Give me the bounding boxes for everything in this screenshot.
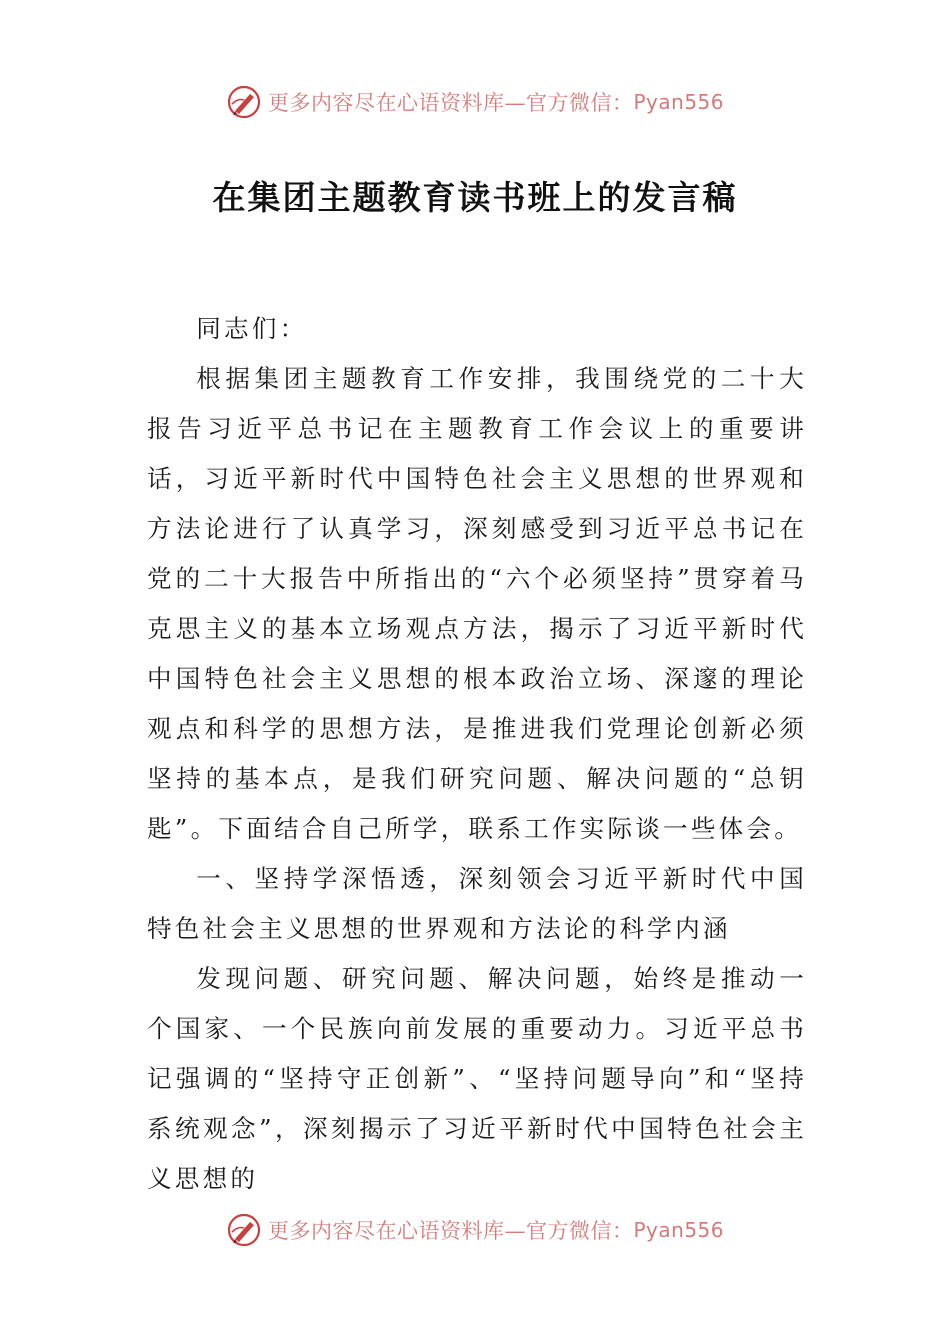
body-paragraph: 发现问题、研究问题、解决问题，始终是推动一个国家、一个民族向前发展的重要动力。习近平总书记强调的“坚持守正创新”、“坚持问题导向”和“坚持系统观念”，深刻揭示了习近平新时代中国特色社会主义思想的 [147,964,807,1193]
body-paragraph: 根据集团主题教育工作安排，我围绕党的二十大报告习近平总书记在主题教育工作会议上的重要讲话，习近平新时代中国特色社会主义思想的世界观和方法论进行了认真学习，深刻感受到习近平总书记在党的二十大报告中所指出的“六个必须坚持”贯穿着马克思主义的基本立场观点方法，揭示了习近平新时代中国特色社会主义思想的根本政治立场、深邃的理论观点和科学的思想方法，是推进我们党理论创新必须坚持的基本点，是我们研究问题、解决问题的“总钥匙”。下面结合自己所学，联系工作实际谈一些体会。 [147,364,807,843]
document-body [147,304,807,1204]
header-watermark-text: 更多内容尽在心语资料库—官方微信： [267,91,634,115]
footer-watermark-id: Pyan556 [633,1218,724,1242]
pen-logo-icon [226,84,262,120]
header-watermark-id: Pyan556 [633,90,724,114]
pen-logo-icon [226,1212,262,1248]
footer-watermark-banner [0,1210,950,1250]
document-title: 在集团主题教育读书班上的发言稿 [212,178,738,217]
section-heading: 一、坚持学深悟透，深刻领会习近平新时代中国特色社会主义思想的世界观和方法论的科学内涵 [147,864,807,943]
footer-watermark-text: 更多内容尽在心语资料库—官方微信： [267,1219,634,1243]
salutation: 同志们： [196,314,308,343]
header-watermark-banner [0,82,950,122]
